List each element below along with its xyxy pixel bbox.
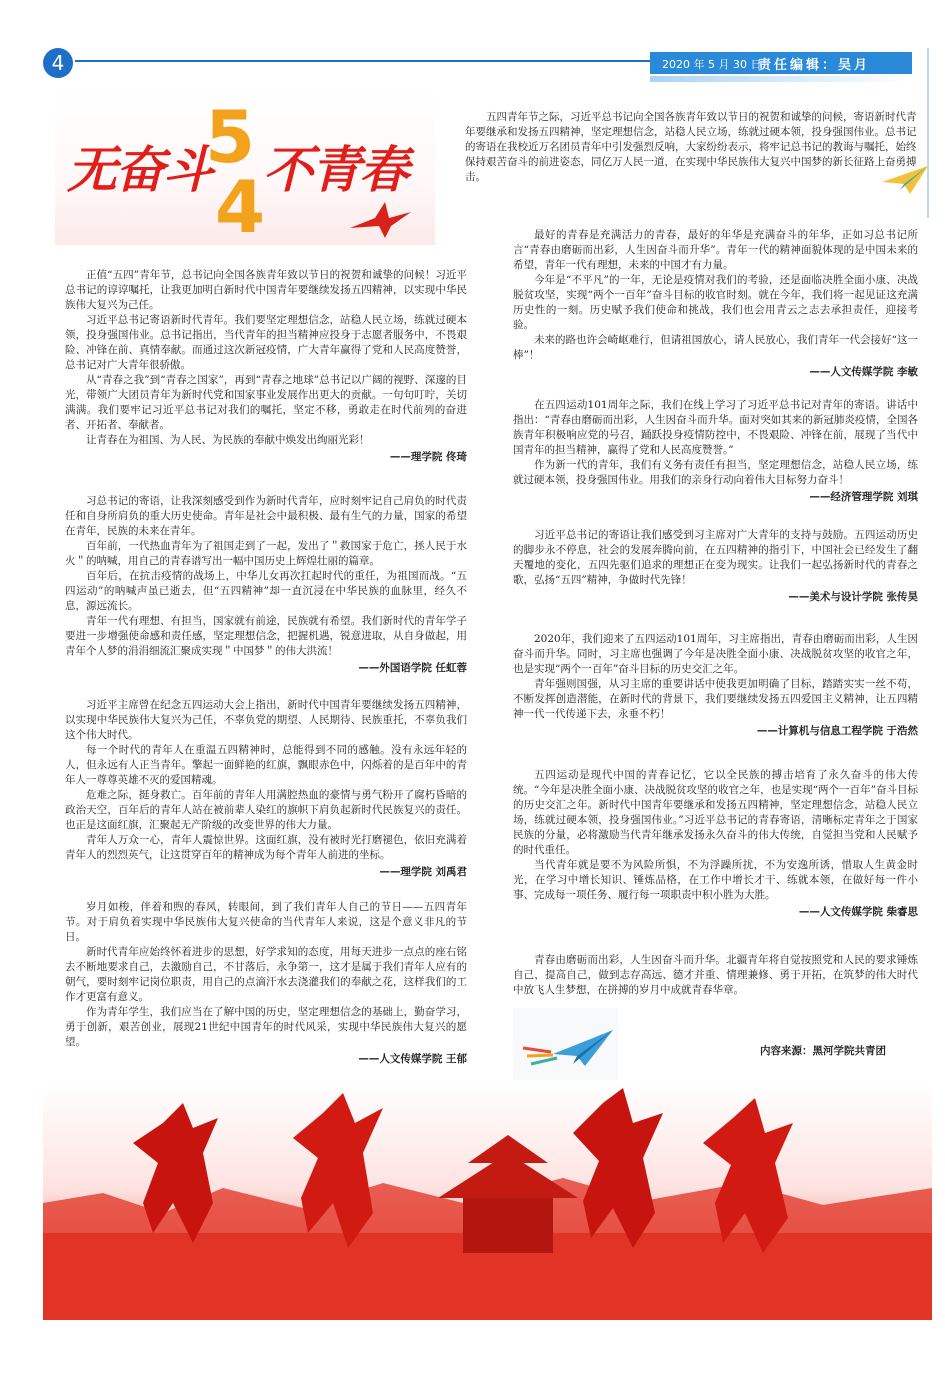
article-signature: ——理学院 刘禹君: [379, 866, 467, 878]
article-paragraph: 青年一代有理想、有担当，国家就有前途，民族就有希望。我们新时代的青年学子要进一步增强使命感和责任感，坚定理想信念，把握机遇，锐意进取，从自身做起，用青年个人梦的涓涓细流汇聚成实现＂中国梦＂的伟大洪流！: [65, 615, 467, 657]
paper-plane-icon: [880, 160, 930, 200]
article-right-3: [513, 528, 918, 605]
article-paragraph: 当代青年就是要不为风险所惧，不为浮躁所扰，不为安逸所诱，惜取人生黄金时光，在学习中增长知识、锤炼品格，在工作中增长才干、练就本领，在做好每一件小事、完成每一项任务、履行每一项职责中积小胜为大胜。: [513, 859, 918, 901]
article-paragraph: 青年人万众一心，青年人震惊世界。这面红旗，没有被时光打磨褪色，依旧充满着青年人的烈烈英气，让这贯穿百年的精神成为每个青年人前进的坐标。: [65, 834, 467, 861]
header-date-bar: [650, 52, 912, 74]
article-signature: ——人文传媒学院 李敏: [809, 366, 918, 378]
article-paragraph: 习近平总书记寄语新时代青年。我们要坚定理想信念，站稳人民立场，练就过硬本领，投身强国伟业。总书记指出，当代青年的担当精神应投身于志愿者服务中，不畏艰险、冲锋在前、真情奉献。而通过这次新冠疫情，广大青年赢得了党和人民高度赞誉，总书记对广大青年很骄傲。: [65, 314, 467, 371]
celebrating-youth-icon: [43, 1083, 932, 1320]
article-paragraph: 在五四运动101周年之际，我们在线上学习了习近平总书记对青年的寄语。讲话中指出：“青春由磨砺而出彩，人生因奋斗而升华。面对突如其来的新冠肺炎疫情，全国各族青年积极响应党的号召，踊跃投身疫情防控中，不畏艰险、冲锋在前，展现了当代中国青年的担当精神，赢得了党和人民高度赞誉。”: [513, 399, 918, 456]
article-paragraph: 习近平总书记的寄语让我们感受到习主席对广大青年的支持与鼓励。五四运动历史的脚步永不停息，社会的发展奔腾向前，在五四精神的指引下，中国社会已经发生了翻天覆地的变化，五四先驱们追求的理想正在变为现实。让我们一起弘扬新时代的青春之歌，弘扬“五四”精神，争做时代先锋！: [513, 529, 918, 586]
article-paragraph: 新时代青年应始终怀着进步的思想，好学求知的态度，用每天进步一点点的座右铭去不断地要求自己，去激励自己，不甘落后，永争第一，这才是属于我们青年人应有的朝气，要时刻牢记岗位职责，用自己的点滴汗水去浇灌我们的奉献之花，这样我们的工作才更富有意义。: [65, 946, 467, 1003]
title-banner: [55, 85, 435, 245]
article-paragraph: 习总书记的寄语，让我深刻感受到作为新时代青年，应时刻牢记自己肩负的时代责任和自身所肩负的重大历史使命。青年是社会中最积极、最有生气的力量，国家的希望在青年，民族的未来在青年。: [65, 495, 467, 537]
content-source: 内容来源：黑河学院共青团: [760, 1045, 886, 1057]
article-paragraph: 未来的路也许会崎岖难行，但请祖国放心，请人民放心，我们青年一代会接好“这一棒”！: [513, 334, 918, 361]
page-number: 4: [43, 48, 73, 78]
article-paragraph: 作为青年学生，我们应当在了解中国的历史，坚定理想信念的基础上，勤奋学习，勇于创新，艰苦创业，展现21世纪中国青年的时代风采，实现中华民族伟大复兴的愿望。: [65, 1006, 467, 1048]
header-gradient: [650, 76, 912, 82]
banner-digit-5: 5: [205, 95, 256, 179]
article-signature: ——美术与设计学院 张传昊: [788, 591, 918, 603]
article-paragraph: 百年前，一代热血青年为了祖国走到了一起，发出了＂救国家于危亡，拯人民于水火＂的呐喊，用自己的青春谱写出一幅中国历史上辉煌壮丽的篇章。: [65, 540, 467, 567]
article-left-1: [65, 268, 467, 465]
article-paragraph: 最好的青春是充满活力的青春，最好的年华是充满奋斗的年华，正如习总书记所言“青春由磨砺而出彩，人生因奋斗而升华”。青年一代的精神面貌体现的是中国未来的希望，青年一代有理想，未来的中国才有力量。: [513, 229, 918, 271]
article-signature: ——经济管理学院 刘琪: [809, 491, 918, 503]
article-paragraph: 危难之际，挺身救亡。百年前的青年人用满腔热血的豪情与勇气粉开了腐朽昏暗的政治天空，百年后的青年人站在被前辈人染红的旗帜下肩负起新时代民族复兴的责任。也正是这面红旗，汇聚起无产阶级的改变世界的伟大力量。: [65, 789, 467, 831]
article-right-1: [513, 228, 918, 380]
intro-paragraph: 五四青年节之际，习近平总书记向全国各族青年致以节日的祝贺和诚挚的问候，寄语新时代青年要继承和发扬五四精神，坚定理想信念，站稳人民立场，练就过硬本领，投身强国伟业。总书记的寄语在我校近万名团员青年中引发强烈反响，大家纷纷表示，将牢记总书记的教诲与嘱托，始终保持艰苦奋斗的前进姿态，同亿万人民一道，在实现中华民族伟大复兴中国梦的新长征路上奋勇搏击。: [465, 111, 917, 183]
article-paragraph: 五四运动是现代中国的青春记忆，它以全民族的搏击培育了永久奋斗的伟大传统。“今年是决胜全面小康、决战脱贫攻坚的收官之年，也是实现“两个一百年”奋斗目标的历史交汇之年。新时代中国青年要继承和发扬五四精神，坚定理想信念，站稳人民立场，练就过硬本领，投身强国伟业。”习近平总书记的青春寄语，清晰标定青年之于国家民族的分量，必将激励当代青年继承发扬永久奋斗的伟大传统，自觉担当党和人民赋予的时代重任。: [513, 769, 918, 856]
article-paragraph: 正值“五四”青年节，总书记向全国各族青年致以节日的祝贺和诚挚的问候！习近平总书记的谆谆嘱托，让我更加明白新时代中国青年要继续发扬五四精神，以实现中华民族伟大复兴为己任。: [65, 269, 467, 311]
banner-slogan-left: 无奋斗: [67, 141, 211, 199]
banner-slogan-right: 不青春: [263, 141, 407, 199]
article-right-2: [513, 398, 918, 505]
banner-slogan: [67, 130, 407, 202]
article-right-5: [513, 768, 918, 920]
article-right-4: [513, 632, 918, 739]
article-paragraph: 习近平主席曾在纪念五四运动大会上指出，新时代中国青年要继续发扬五四精神，以实现中华民族伟大复兴为己任，不辜负党的期望、人民期待、民族重托，不辜负我们这个伟大时代。: [65, 699, 467, 741]
article-signature: ——计算机与信息工程学院 于浩然: [756, 725, 918, 737]
paper-plane-image: [513, 1008, 618, 1080]
article-paragraph: 岁月如梭，伴着和煦的春风，转眼间，到了我们青年人自己的节日——五四青年节。对于肩负着实现中华民族伟大复兴使命的当代青年人来说，这是个意义非凡的节日。: [65, 901, 467, 943]
editor-credit: 责任编辑：吴月: [758, 58, 871, 73]
dove-icon: [345, 200, 415, 240]
article-paragraph: 青春由磨砺而出彩，人生因奋斗而升华。北疆青年将自觉按照党和人民的要求锤炼自己，提高自己，做到志存高远、德才并重、情理兼修、勇于开拓，在筑梦的伟大时代中放飞人生梦想，在拼搏的岁月中成就青春华章。: [513, 954, 918, 996]
article-signature: ——理学院 佟琦: [389, 451, 467, 463]
article-paragraph: 今年是“不平凡”的一年，无论是疫情对我们的考验，还是面临决胜全面小康、决战脱贫攻坚，实现“两个一百年”奋斗目标的收官时刻。就在今年，我们将一起见证这充满历史性的一刻。历史赋予我们使命和挑战，我们也会用青云之志去承担责任，迎接考验。: [513, 274, 918, 331]
header-rule: [75, 60, 650, 62]
article-left-3: [65, 698, 467, 880]
article-paragraph: 作为新一代的青年，我们有义务有责任有担当，坚定理想信念，站稳人民立场，练就过硬本领，投身强国伟业。用我们的亲身行动向着伟大目标努力奋斗！: [513, 459, 918, 486]
paper-plane-icon: [513, 1008, 618, 1080]
article-right-6: [513, 953, 918, 998]
article-paragraph: 青年强则国强，从习主席的重要讲话中使我更加明确了目标，踏踏实实一丝不苟，不断发挥创造潜能，在新时代的背景下，我们要继续发扬五四爱国主义精神，让五四精神一代一代传递下去，永垂不朽！: [513, 678, 918, 720]
article-signature: ——外国语学院 任虹蓉: [358, 662, 467, 674]
article-paragraph: 每一个时代的青年人在重温五四精神时，总能得到不同的感触。没有永远年轻的人，但永远有人正当青年。擎起一面鲜艳的红旗，飘眼赤色中，闪烁着的是百年中的青年人一尊尊英雄不灭的爱国精魂。: [65, 744, 467, 786]
article-paragraph: 2020年，我们迎来了五四运动101周年，习主席指出，青春由磨砺而出彩，人生因奋斗而升华。同时，习主席也强调了今年是决胜全面小康、决战脱贫攻坚的收官之年，也是实现“两个一百年”奋斗目标的历史交汇之年。: [513, 633, 918, 675]
youth-silhouette-image: [43, 1083, 932, 1320]
article-left-2: [65, 494, 467, 676]
article-paragraph: 从“青春之我”到“青春之国家”，再到“青春之地球”总书记以广阔的视野、深邃的目光，带领广大团员青年为新时代党和国家事业发展作出更大的贡献。一句句叮咛，关切满满。我们要牢记习近平总书记对我们的嘱托，坚定不移，勇敢走在时代前列的奋进者、开拓者、奉献者。: [65, 374, 467, 431]
article-left-4: [65, 900, 467, 1067]
issue-date: 2020 年 5 月 30 日: [662, 58, 762, 71]
article-signature: ——人文传媒学院 柴睿思: [798, 906, 918, 918]
article-paragraph: 百年后，在抗击疫情的战场上，中华儿女再次扛起时代的重任，为祖国而战。“五四运动”的呐喊声虽已逝去，但“五四精神”却一直沉浸在中华民族的血脉里，经久不息，源远流长。: [65, 570, 467, 612]
article-paragraph: 让青春在为祖国、为人民、为民族的奉献中焕发出绚丽光彩！: [86, 434, 370, 446]
banner-digit-4: 4: [215, 165, 266, 245]
article-signature: ——人文传媒学院 王郁: [358, 1053, 467, 1065]
